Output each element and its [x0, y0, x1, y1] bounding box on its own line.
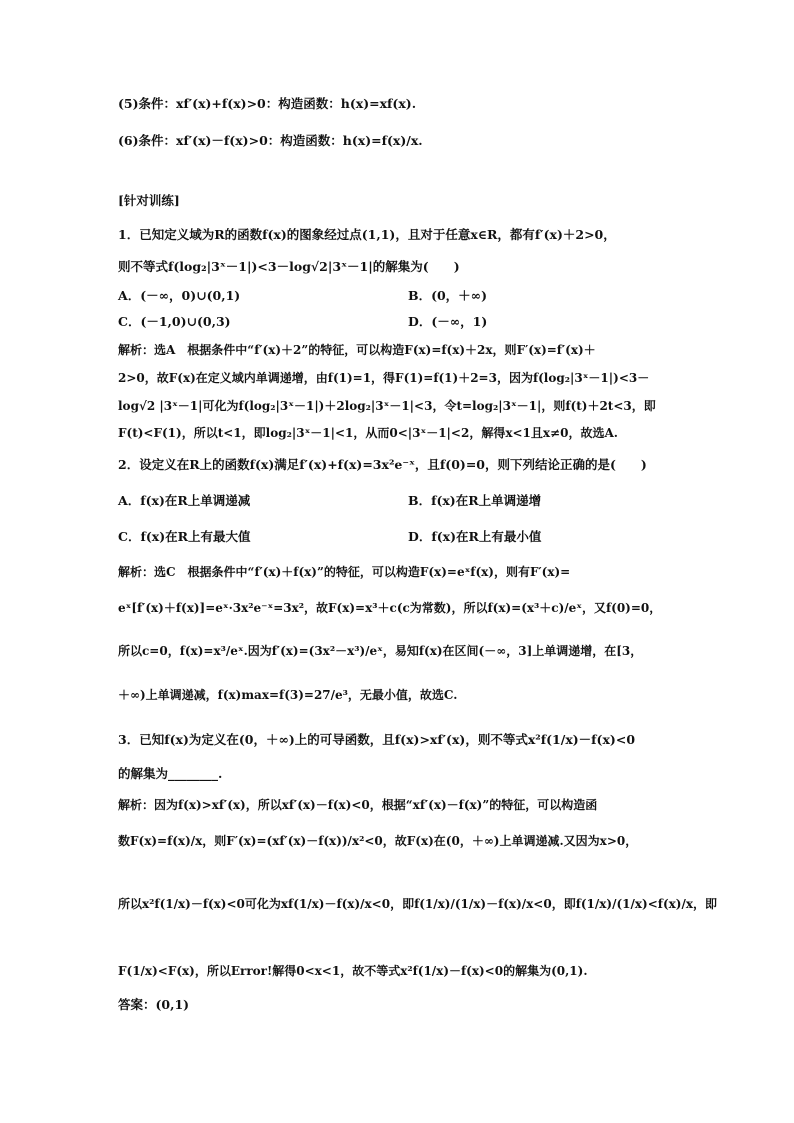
q2-option-c: C．f(x)在R上有最大值	[118, 529, 251, 544]
q2-option-b: B．f(x)在R上单调递增	[408, 493, 542, 508]
q1-stem-line-2: 则不等式f(log₂|3ˣ－1|)<3－log√2|3ˣ－1|的解集为( )	[118, 259, 460, 274]
q2-option-a: A．f(x)在R上单调递减	[118, 493, 251, 508]
q2-option-d: D．f(x)在R上有最小值	[408, 529, 542, 544]
q3-stem-line-2: 的解集为________.	[118, 766, 223, 781]
q3-stem-line-1: 3．已知f(x)为定义在(0，＋∞)上的可导函数，且f(x)>xf′(x)，则不等式x²f(1/x)－f(x)<0	[118, 732, 636, 747]
q2-solution-line-4: ＋∞)上单调递减，f(x)max=f(3)=27/e³，无最小值，故选C.	[118, 688, 458, 702]
q1-option-d: D．(－∞，1)	[408, 314, 488, 329]
q3-solution-line-2: 数F(x)=f(x)/x，则F′(x)=(xf′(x)－f(x))/x²<0，故F(x)在(0，＋∞)上单调递减.又因为x>0，	[118, 834, 638, 848]
q1-stem-line-1: 1．已知定义域为R的函数f(x)的图象经过点(1,1)，且对于任意x∈R，都有f′(x)＋2>0，	[118, 227, 616, 242]
q1-option-c: C．(－1,0)∪(0,3)	[118, 314, 231, 329]
q2-solution-line-3: 所以c=0，f(x)=x³/eˣ.因为f′(x)=(3x²－x³)/eˣ，易知f(x)在区间(－∞，3]上单调递增，在[3，	[118, 644, 643, 658]
q3-solution-line-4: F(1/x)<F(x)，所以Error!解得0<x<1，故不等式x²f(1/x)－f(x)<0的解集为(0,1).	[118, 964, 588, 978]
q1-solution-line-3: log√2 |3ˣ－1|可化为f(log₂|3ˣ－1|)＋2log₂|3ˣ－1|<3，令t=log₂|3ˣ－1|，则f(t)＋2t<3，即	[118, 399, 656, 413]
condition-6: (6)条件：xf′(x)－f(x)>0：构造函数：h(x)=f(x)/x.	[118, 133, 423, 148]
q1-solution-line-1: 解析：选A 根据条件中“f′(x)＋2”的特征，可以构造F(x)=f(x)＋2x，则F′(x)=f′(x)＋	[118, 343, 596, 357]
q1-option-b: B．(0，＋∞)	[408, 288, 488, 303]
q1-solution-line-2: 2>0，故F(x)在定义域内单调递增，由f(1)=1，得F(1)=f(1)＋2=3，因为f(log₂|3ˣ－1|)<3－	[118, 371, 650, 385]
condition-5: (5)条件：xf′(x)+f(x)>0：构造函数：h(x)=xf(x).	[118, 96, 417, 111]
q2-solution-line-1: 解析：选C 根据条件中“f′(x)＋f(x)”的特征，可以构造F(x)=eˣf(x)，则有F′(x)=	[118, 565, 571, 579]
q2-solution-line-2: eˣ[f′(x)＋f(x)]=eˣ·3x²e⁻ˣ=3x²，故F(x)=x³＋c(c为常数)，所以f(x)=(x³＋c)/eˣ，又f(0)=0，	[118, 601, 662, 615]
q3-answer: 答案：(0,1)	[118, 997, 190, 1012]
q1-option-a: A．(－∞，0)∪(0,1)	[118, 288, 241, 303]
q2-stem: 2．设定义在R上的函数f(x)满足f′(x)+f(x)=3x²e⁻ˣ，且f(0)=0，则下列结论正确的是( )	[118, 457, 647, 472]
q3-solution-line-3: 所以x²f(1/x)－f(x)<0可化为xf(1/x)－f(x)/x<0，即f(1/x)/(1/x)－f(x)/x<0，即f(1/x)/(1/x)<f(x)/x，即	[118, 897, 717, 911]
q3-solution-line-1: 解析：因为f(x)>xf′(x)，所以xf′(x)－f(x)<0，根据“xf′(x)－f(x)”的特征，可以构造函	[118, 798, 598, 812]
q1-solution-line-4: F(t)<F(1)，所以t<1，即log₂|3ˣ－1|<1，从而0<|3ˣ－1|<2，解得x<1且x≠0，故选A.	[118, 426, 618, 440]
section-title: [针对训练]	[118, 193, 180, 208]
